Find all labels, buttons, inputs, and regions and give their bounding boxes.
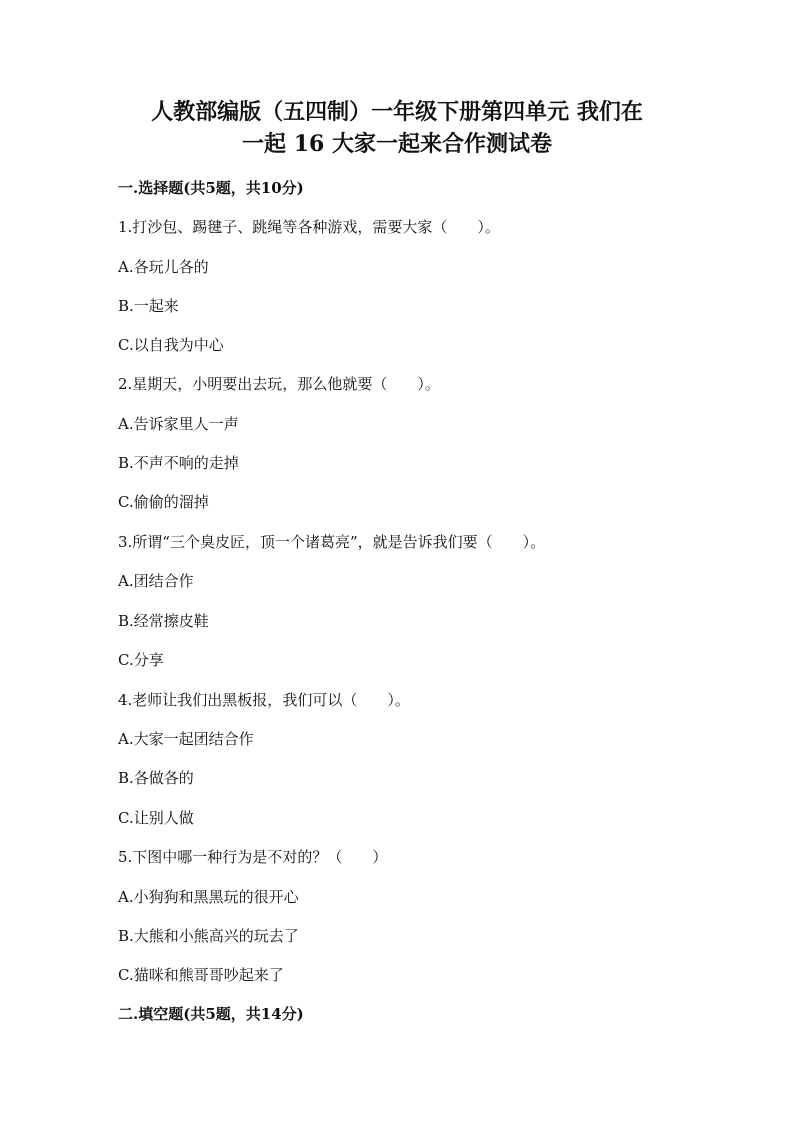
question-1-stem: 1.打沙包、踢毽子、跳绳等各种游戏，需要大家（ ）。 bbox=[118, 218, 500, 236]
exam-title-line-2: 一起 16 大家一起来合作测试卷 bbox=[242, 131, 552, 157]
section-heading-choice: 一.选择题(共5题，共10分) bbox=[118, 179, 304, 197]
exam-title-line-1: 人教部编版（五四制）一年级下册第四单元 我们在 bbox=[151, 99, 643, 125]
question-5-option-b: B.大熊和小熊高兴的玩去了 bbox=[118, 927, 299, 945]
question-5-stem: 5.下图中哪一种行为是不对的？（ ） bbox=[118, 848, 388, 866]
question-2-option-a: A.告诉家里人一声 bbox=[118, 415, 239, 433]
question-5-option-a: A.小狗狗和黑黑玩的很开心 bbox=[118, 888, 299, 906]
question-3-stem: 3.所谓“三个臭皮匠，顶一个诸葛亮”，就是告诉我们要（ ）。 bbox=[118, 533, 546, 551]
question-1-option-c: C.以自我为中心 bbox=[118, 336, 224, 354]
question-3-option-b: B.经常擦皮鞋 bbox=[118, 612, 209, 630]
section-heading-fill-in: 二.填空题(共5题，共14分) bbox=[118, 1005, 304, 1023]
question-2-option-c: C.偷偷的溜掉 bbox=[118, 493, 209, 511]
question-2-option-b: B.不声不响的走掉 bbox=[118, 454, 239, 472]
question-4-stem: 4.老师让我们出黑板报，我们可以（ ）。 bbox=[118, 691, 410, 709]
question-3-option-a: A.团结合作 bbox=[118, 572, 194, 590]
question-4-option-c: C.让别人做 bbox=[118, 809, 194, 827]
question-4-option-a: A.大家一起团结合作 bbox=[118, 730, 254, 748]
question-1-option-b: B.一起来 bbox=[118, 297, 179, 315]
question-4-option-b: B.各做各的 bbox=[118, 769, 194, 787]
question-2-stem: 2.星期天，小明要出去玩，那么他就要（ ）。 bbox=[118, 375, 440, 393]
question-1-option-a: A.各玩儿各的 bbox=[118, 258, 209, 276]
question-3-option-c: C.分享 bbox=[118, 651, 164, 669]
question-5-option-c: C.猫咪和熊哥哥吵起来了 bbox=[118, 966, 284, 984]
